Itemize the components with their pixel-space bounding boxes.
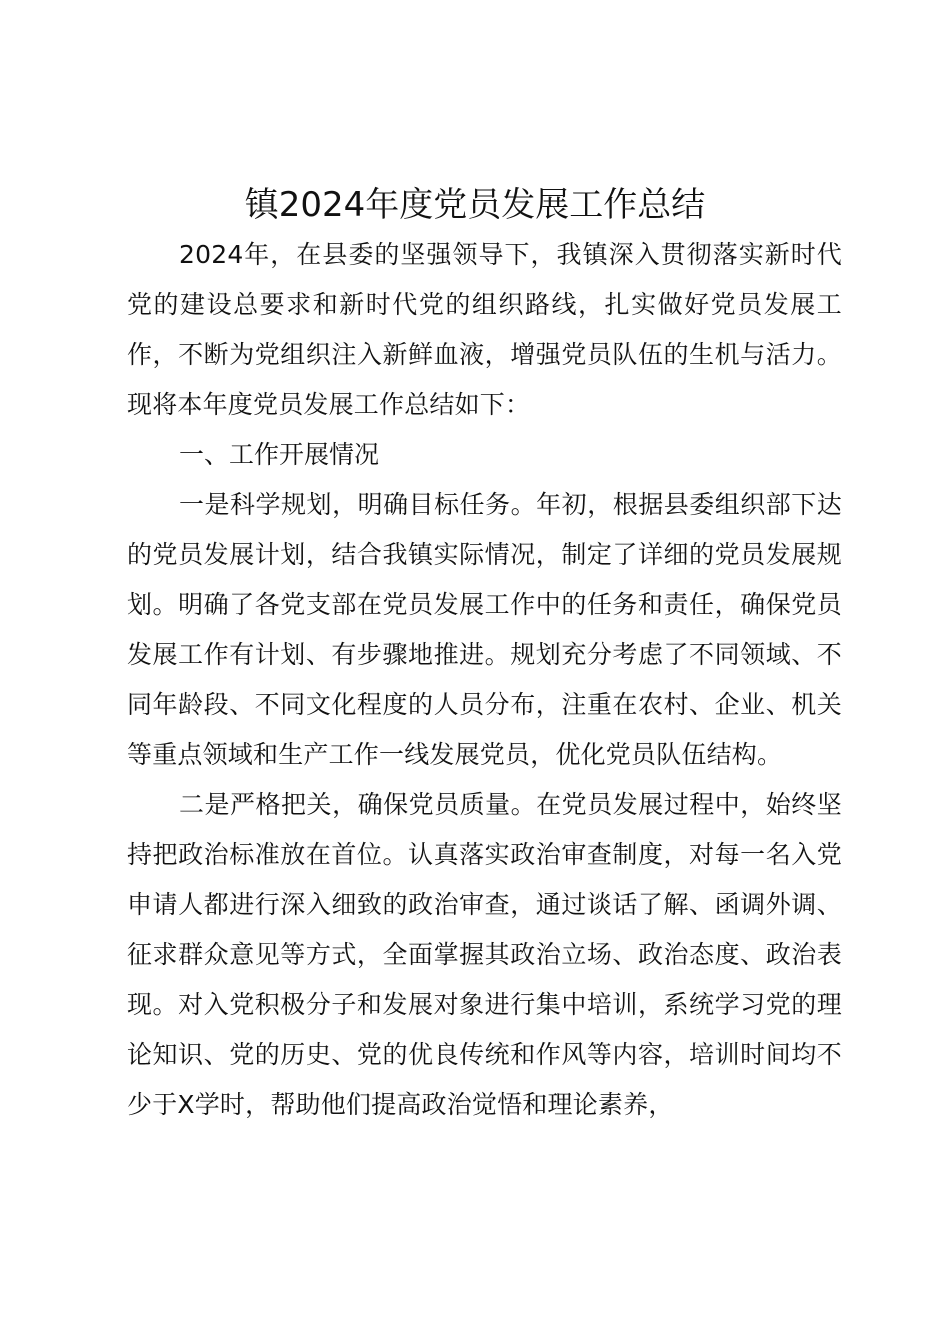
section-heading: 一、工作开展情况 — [179, 440, 380, 469]
paragraph-2: 二是严格把关，确保党员质量。在党员发展过程中，始终坚持把政治标准放在首位。认真落实政治审查制度，对每一名入党申请人都进行深入细致的政治审查，通过谈话了解、函调外调、征求群众意见等方式，全面掌握其政治立场、政治态度、政治表现。对入党积极分子和发展对象进行集中培训，系统学习党的理论知识、党的历史、党的优良传统和作风等内容，培训时间均不少于X学时，帮助他们提高政治觉悟和理论素养， — [127, 790, 842, 1119]
paragraph-1: 一是科学规划，明确目标任务。年初，根据县委组织部下达的党员发展计划，结合我镇实际情况，制定了详细的党员发展规划。明确了各党支部在党员发展工作中的任务和责任，确保党员发展工作有计划、有步骤地推进。规划充分考虑了不同领域、不同年龄段、不同文化程度的人员分布，注重在农村、企业、机关等重点领域和生产工作一线发展党员，优化党员队伍结构。 — [127, 490, 842, 769]
document-title: 镇2024年度党员发展工作总结 — [244, 185, 706, 225]
document-body — [127, 230, 842, 1130]
intro-paragraph: 2024年，在县委的坚强领导下，我镇深入贯彻落实新时代党的建设总要求和新时代党的组织路线，扎实做好党员发展工作，不断为党组织注入新鲜血液，增强党员队伍的生机与活力。现将本年度党员发展工作总结如下： — [127, 240, 842, 419]
